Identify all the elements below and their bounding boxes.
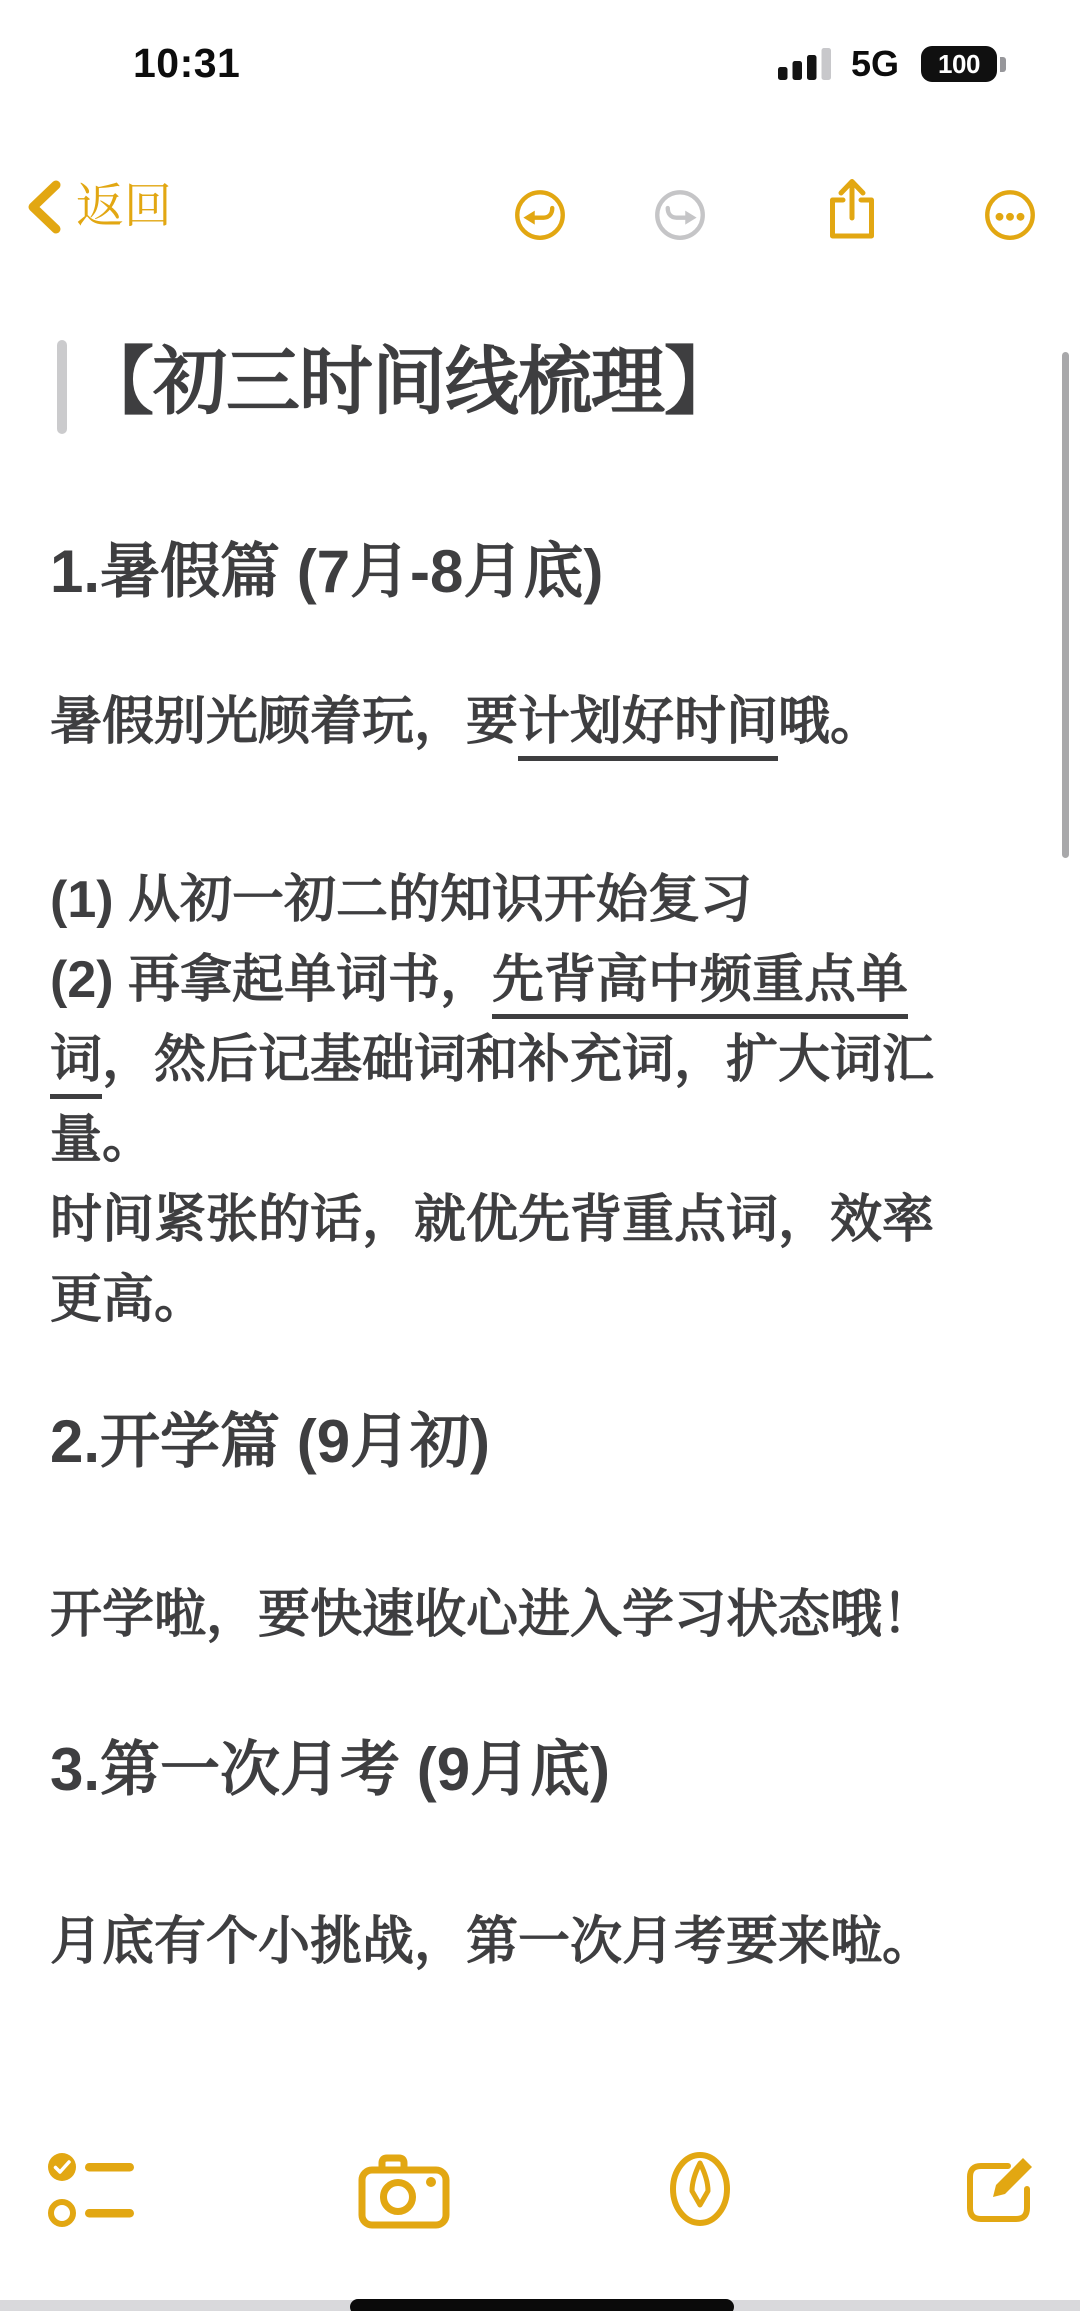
more-button[interactable] bbox=[982, 182, 1038, 248]
redo-button[interactable] bbox=[652, 182, 708, 248]
home-indicator[interactable] bbox=[350, 2299, 734, 2311]
camera-icon bbox=[356, 2150, 452, 2230]
compose-button[interactable] bbox=[950, 2150, 1050, 2230]
undo-button[interactable] bbox=[512, 182, 568, 248]
scrollbar[interactable] bbox=[1062, 352, 1069, 858]
battery-level-text: 100 bbox=[938, 48, 980, 79]
section-1-heading: 1.暑假篇 (7月-8月底) bbox=[50, 538, 604, 605]
checklist-icon bbox=[46, 2151, 142, 2229]
signal-strength-icon bbox=[778, 46, 832, 80]
share-button[interactable] bbox=[824, 176, 880, 242]
back-button[interactable] bbox=[24, 178, 172, 236]
undo-icon bbox=[512, 187, 568, 243]
section-1-intro: 暑假别光顾着玩，要计划好时间哦。 bbox=[50, 682, 882, 762]
section-2-body: 开学啦，要快速收心进入学习状态哦！ bbox=[50, 1586, 935, 1644]
camera-button[interactable] bbox=[354, 2150, 454, 2230]
markup-pen-icon bbox=[668, 2150, 732, 2228]
share-icon bbox=[824, 176, 880, 242]
back-label: 返回 bbox=[76, 180, 173, 233]
section-3-heading: 3.第一次月考 (9月底) bbox=[50, 1736, 611, 1803]
redo-icon bbox=[652, 187, 708, 243]
checklist-button[interactable] bbox=[44, 2150, 144, 2230]
markup-button[interactable] bbox=[650, 2148, 750, 2230]
title-marker-bar bbox=[57, 340, 67, 434]
battery-icon bbox=[921, 46, 997, 82]
compose-icon bbox=[962, 2152, 1038, 2228]
note-title: 【初三时间线梳理】 bbox=[80, 340, 737, 423]
note-editor[interactable] bbox=[0, 300, 1080, 2050]
ellipsis-circle-icon bbox=[982, 187, 1038, 243]
section-2-heading: 2.开学篇 (9月初) bbox=[50, 1408, 491, 1475]
back-chevron-icon bbox=[24, 178, 62, 236]
section-3-body: 月底有个小挑战，第一次月考要来啦。 bbox=[50, 1913, 935, 1971]
section-1-body: (1) 从初一初二的知识开始复习 (2) 再拿起单词书，先背高中频重点单 词，然后记基础词和补充词，扩大词汇 量。 时间紧张的话，就优先背重点词，效率 更高。 bbox=[50, 871, 935, 1329]
battery-nub bbox=[1000, 57, 1006, 72]
status-time: 10:31 bbox=[133, 40, 241, 86]
network-type-label: 5G bbox=[851, 43, 900, 84]
